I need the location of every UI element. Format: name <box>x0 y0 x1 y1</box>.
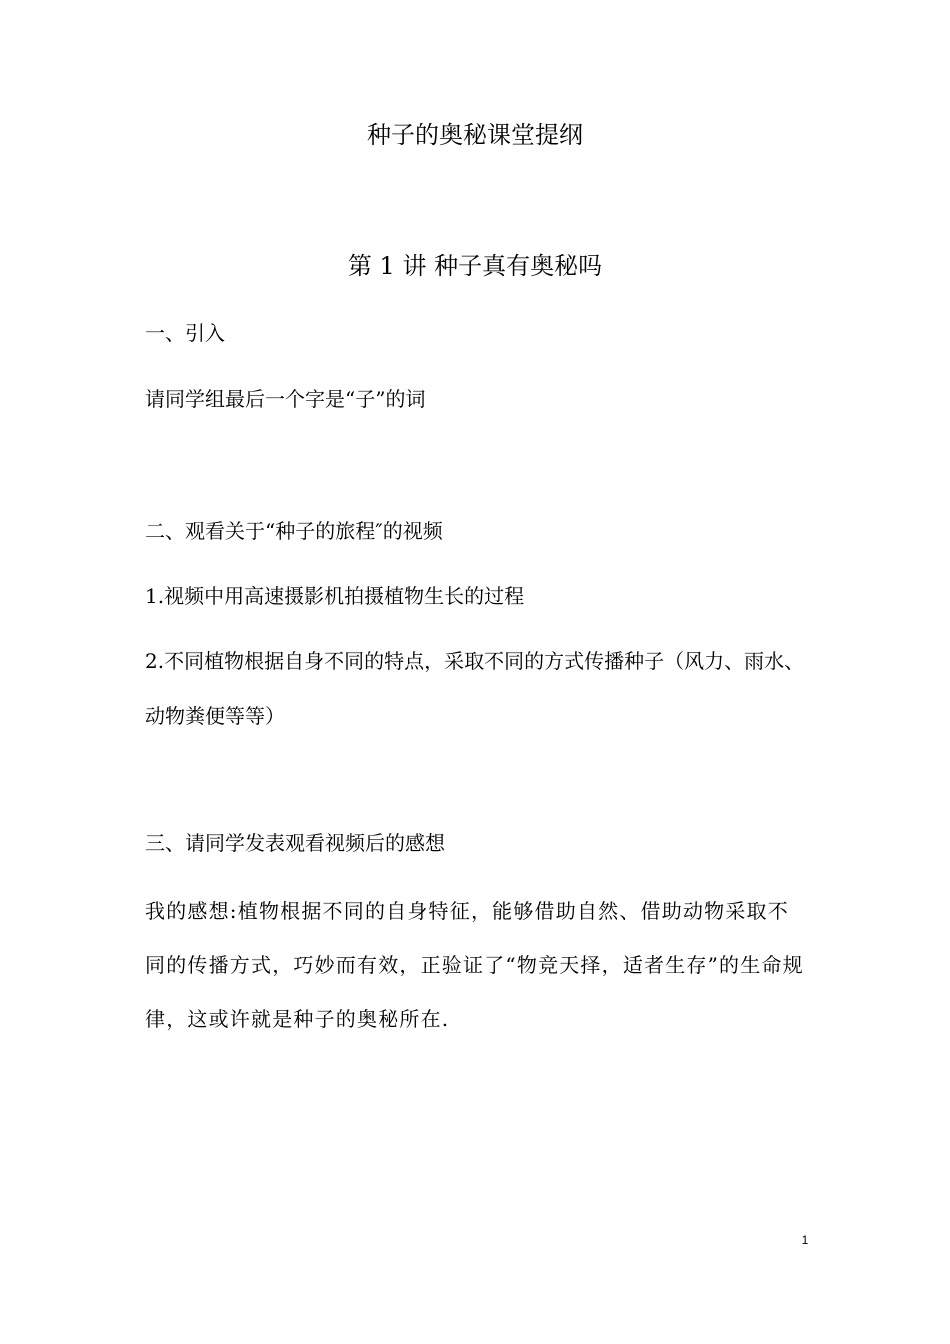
intro-heading: 一、引入 <box>145 321 225 345</box>
document-title: 种子的奥秘课堂提纲 <box>367 121 583 149</box>
video-point-2: 2.不同植物根据自身不同的特点，采取不同的方式传播种子（风力、雨水、动物粪便等等） <box>145 649 805 728</box>
video-heading: 二、观看关于“种子的旅程″的视频 <box>145 519 443 543</box>
intro-text: 请同学组最后一个字是“子”的词 <box>145 387 426 411</box>
page-number: 1 <box>801 1233 809 1247</box>
video-point-1: 1.视频中用高速摄影机拍摄植物生长的过程 <box>145 584 525 608</box>
reflect-heading: 三、请同学发表观看视频后的感想 <box>145 831 445 855</box>
reflect-text: 我的感想:植物根据不同的自身特征，能够借助自然、借助动物采取不同的传播方式，巧妙而有效，正验证了“物竞天择，适者生存”的生命规律，这或许就是种子的奥秘所在. <box>145 899 804 1031</box>
lecture-title: 第 1 讲 种子真有奥秘吗 <box>347 252 603 280</box>
